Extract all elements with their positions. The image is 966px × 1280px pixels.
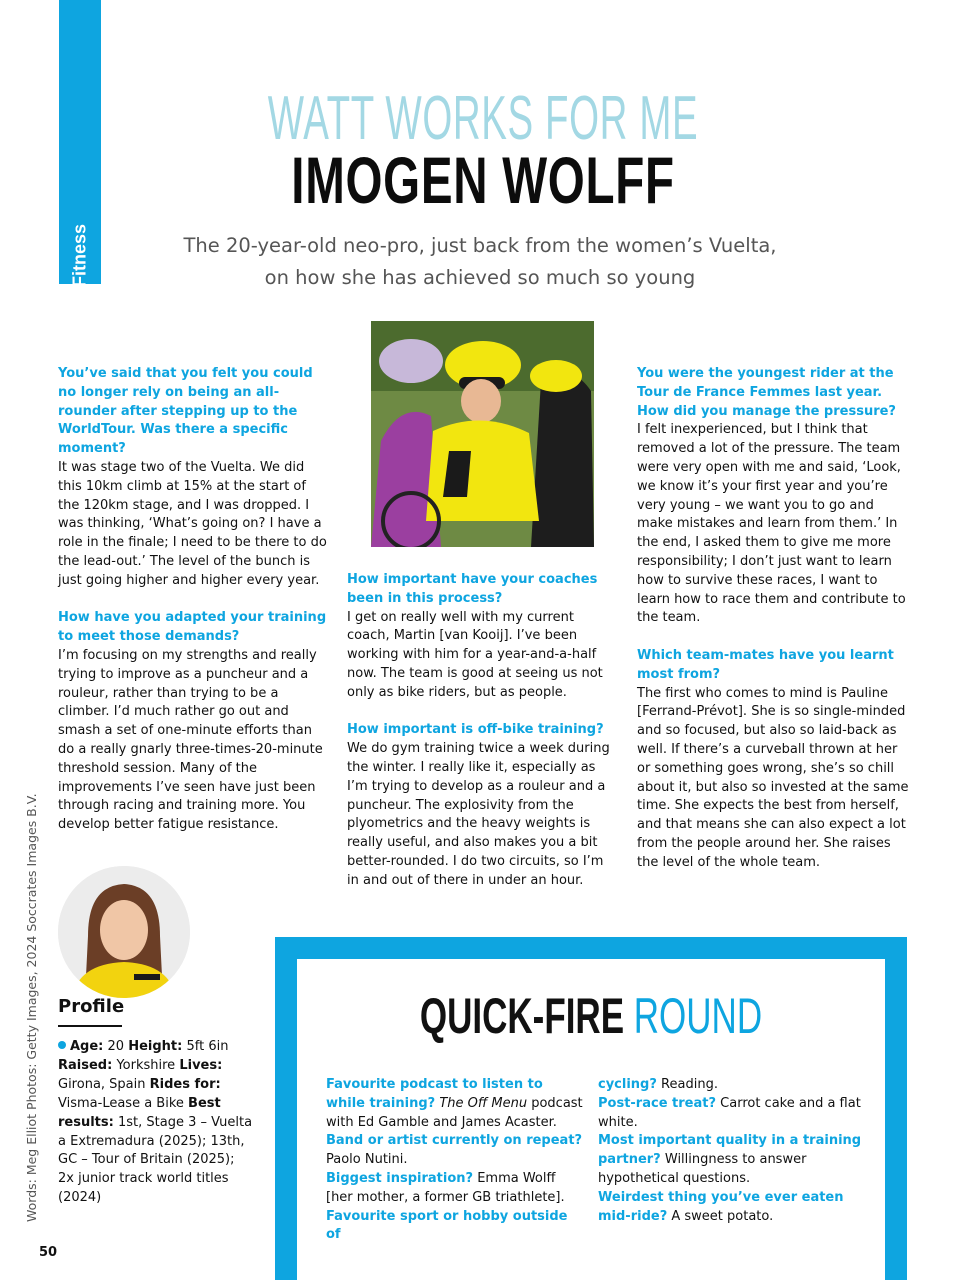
standfirst — [130, 230, 830, 294]
question: Which team-mates have you learnt most from? — [637, 647, 894, 682]
question: How have you adapted your training to meet those demands? — [58, 610, 327, 645]
profile-details: Age: 20 Height: 5ft 6in Raised: Yorkshire Lives: Girona, Spain Rides for: Visma-Lease a Bike Best results: 1st, Stage 3 – Vuelta a Extremadura (2025); 13th, GC – Tour of Britain (2025); 2x junior track world titles (2024) — [58, 1039, 253, 1206]
quickfire-column-1: Favourite podcast to listen to while training? The Off Menu podcast with Ed Gamble and James Acaster. Band or artist currently on repeat? Paolo Nutini. Biggest inspiration? Emma Wolff [her mother, a former GB triathlete]. Favourite sport or hobby outside of — [326, 1077, 583, 1243]
page-title: IMOGEN WOLFF — [291, 143, 675, 217]
article-column-3 — [637, 365, 912, 891]
question: You were the youngest rider at the Tour de France Femmes last year. How did you manage the pressure? — [637, 366, 896, 419]
bullet-icon — [58, 1041, 66, 1049]
race-photo-illustration — [371, 321, 594, 547]
question: How important have your coaches been in this process? — [347, 572, 598, 606]
answer: I get on really well with my current coach, Martin [van Kooij]. I’ve been working with him for a year-and-a-half now. The team is good at seeing us not only as bike riders, but as people. — [347, 609, 603, 700]
race-photo — [371, 321, 594, 547]
answer: I felt inexperienced, but I think that removed a lot of the pressure. The team were very open with me and said, ‘Look, we know it’s your first year and you’re very young – we want you to go and make mistakes and learn from them.’ In the end, I asked them to give me more responsibility; I don’t just want to learn how to survive these races, I want to learn how to race them and contribute to the team. — [637, 422, 906, 626]
standfirst-line-2: on how she has achieved so much so young — [264, 266, 696, 289]
avatar — [58, 866, 190, 998]
answer: It was stage two of the Vuelta. We did this 10km climb at 15% at the start of the 120km stage, and I was dropped. I was thinking, ‘What’s going on? I have a role in the finale; I need to be there to do the lead-out.’ The level of the bunch is just going higher and higher every year. — [58, 459, 327, 588]
quickfire-column-2: cycling? Reading. Post-race treat? Carrot cake and a flat white. Most important quality in a training partner? Willingness to answer hypothetical questions. Weirdest thing you’ve ever eaten mid-ride? A sweet potato. — [598, 1077, 862, 1224]
section-tab — [59, 0, 101, 288]
answer: I’m focusing on my strengths and really trying to improve as a puncheur and a rouleur, rather than trying to be a climber. I’d much rather go out and smash a set of one-minute efforts than do a really gnarly three-times-20-minute threshold session. Many of the improvements I’ve seen have just been through racing and training more. You develop better fatigue resistance. — [58, 647, 323, 833]
quickfire-title: QUICK-FIRE ROUND — [419, 988, 763, 1044]
answer: The first who comes to mind is Pauline [Ferrand-Prévot]. She is so single-minded and so focused, but also so laid-back as well. If there’s a curveball thrown at her or something goes wrong, she’s so chill about it, but also so invested at the same time. She expects the best from herself, and that means she can also expect a lot from the people around her. She raises the level of the whole team. — [637, 685, 909, 870]
question: You’ve said that you felt you could no longer rely on being an all-rounder after stepping up to the WorldTour. Was there a specific moment? — [58, 366, 313, 457]
article-column-1 — [58, 365, 330, 854]
standfirst-line-1: The 20-year-old neo-pro, just back from the women’s Vuelta, — [183, 234, 777, 257]
page-number: 50 — [39, 1245, 58, 1260]
section-label: Fitness — [69, 223, 90, 288]
photo-credit: Words: Meg Elliot Photos: Getty Images, 2024 Soccrates Images B.V. — [24, 793, 39, 1222]
profile-title: Profile — [58, 996, 125, 1017]
question: How important is off-bike training? — [347, 722, 604, 738]
profile-divider — [58, 1025, 122, 1027]
article-column-2 — [347, 571, 617, 909]
kicker-heading: WATT WORKS FOR ME — [267, 84, 699, 153]
answer: We do gym training twice a week during the winter. I really like it, especially as I’m trying to develop as a rouleur and a puncheur. The explosivity from the plyometrics and the heavy weights is really useful, and also makes you a bit better-rounded. I do two circuits, so I’m in and out of there in under an hour. — [347, 741, 610, 888]
avatar-illustration — [58, 866, 190, 998]
